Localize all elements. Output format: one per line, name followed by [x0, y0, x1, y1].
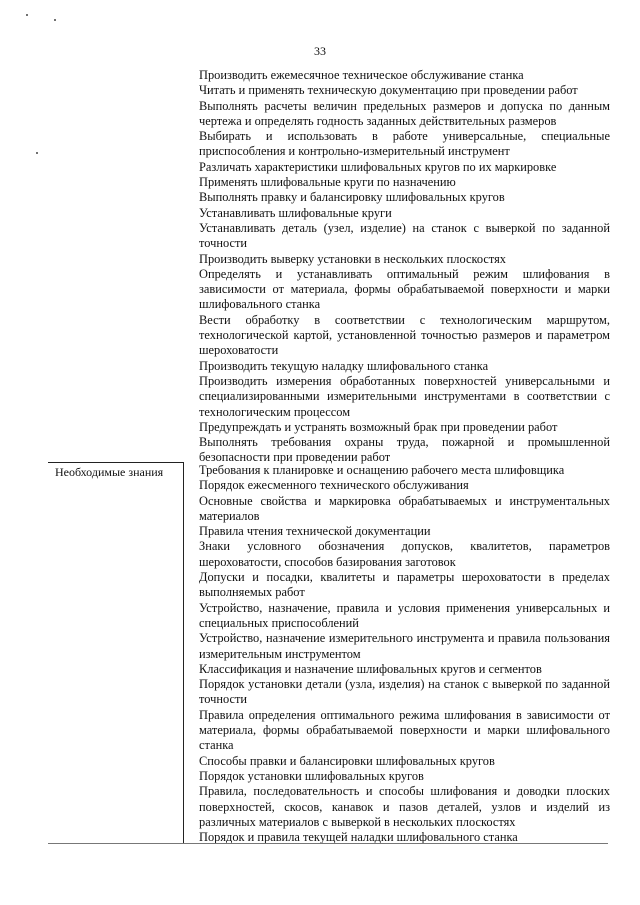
scan-speck [26, 14, 28, 16]
skill-item: Устанавливать деталь (узел, изделие) на станок с выверкой по заданной точности [199, 220, 610, 251]
scan-speck [54, 19, 56, 21]
skill-item: Определять и устанавливать оптимальный режим шлифования в зависимости от материала, формы обрабатываемой поверхности и марки шлифовального станка [199, 266, 610, 312]
knowledge-item: Правила чтения технической документации [199, 524, 431, 539]
skill-item: Предупреждать и устранять возможный брак при проведении работ [199, 419, 558, 434]
knowledge-item: Порядок и правила текущей наладки шлифовального станка [199, 830, 518, 845]
skill-item: Выполнять правку и балансировку шлифовальных кругов [199, 190, 505, 205]
knowledge-item: Требования к планировке и оснащению рабочего места шлифовщика [199, 463, 565, 477]
skill-item: Различать характеристики шлифовальных кругов по их маркировке [199, 159, 557, 174]
knowledge-item: Допуски и посадки, квалитеты и параметры шероховатости в пределах выполняемых работ [199, 570, 610, 600]
knowledge-item: Устройство, назначение, правила и условия применения универсальных и специальных приспособлений [199, 600, 610, 630]
knowledge-item: Классификация и назначение шлифовальных кругов и сегментов [199, 661, 542, 676]
knowledge-item: Порядок ежесменного технического обслуживания [199, 478, 469, 493]
knowledge-item: Порядок установки шлифовальных кругов [199, 768, 424, 783]
skill-item: Выполнять требования охраны труда, пожарной и промышленной безопасности при проведении работ [199, 435, 610, 465]
knowledge-list [199, 463, 610, 845]
skills-list [199, 68, 610, 466]
table-left-column [48, 462, 184, 844]
scan-speck [36, 152, 38, 154]
table-bottom-border [48, 843, 608, 844]
skill-item: Применять шлифовальные круги по назначению [199, 175, 456, 190]
knowledge-section-label: Необходимые знания [55, 465, 164, 479]
knowledge-item: Способы правки и балансировки шлифовальных кругов [199, 753, 495, 768]
knowledge-item: Устройство, назначение измерительного инструмента и правила пользования измерительным инструментом [199, 631, 610, 661]
skill-item: Производить ежемесячное техническое обслуживание станка [199, 68, 524, 82]
knowledge-item: Знаки условного обозначения допусков, квалитетов, параметров шероховатости, способов базирования заготовок [199, 539, 610, 569]
page-number: 33 [314, 44, 326, 58]
skill-item: Выполнять расчеты величин предельных размеров и допуска по данным чертежа и определять годность заданных действительных размеров [199, 98, 610, 128]
skill-item: Производить текущую наладку шлифовального станка [199, 358, 489, 373]
skill-item: Читать и применять техническую документацию при проведении работ [199, 83, 578, 98]
skill-item: Производить измерения обработанных поверхностей универсальными и специализированными измерительными инструментами в соответствии с технологическим процессом [199, 373, 610, 419]
skill-item: Выбирать и использовать в работе универсальные, специальные приспособления и контрольно-измерительный инструмент [199, 129, 610, 159]
knowledge-item: Правила, последовательность и способы шлифования и доводки плоских поверхностей, скосов, канавок и пазов деталей, узлов и изделий из различных материалов с выверкой в нескольких плоскостях [199, 784, 610, 829]
knowledge-item: Правила определения оптимального режима шлифования в зависимости от материала, формы обрабатываемой поверхности и марки шлифовального станка [199, 707, 610, 753]
skill-item: Производить выверку установки в нескольких плоскостях [199, 251, 506, 266]
knowledge-item: Порядок установки детали (узла, изделия) на станок с выверкой по заданной точности [199, 677, 610, 707]
knowledge-item: Основные свойства и маркировка обрабатываемых и инструментальных материалов [199, 493, 610, 523]
skill-item: Устанавливать шлифовальные круги [199, 205, 392, 220]
skill-item: Вести обработку в соответствии с технологическим маршрутом, технологической картой, установленной точностью размеров и параметром шероховатости [199, 312, 610, 358]
